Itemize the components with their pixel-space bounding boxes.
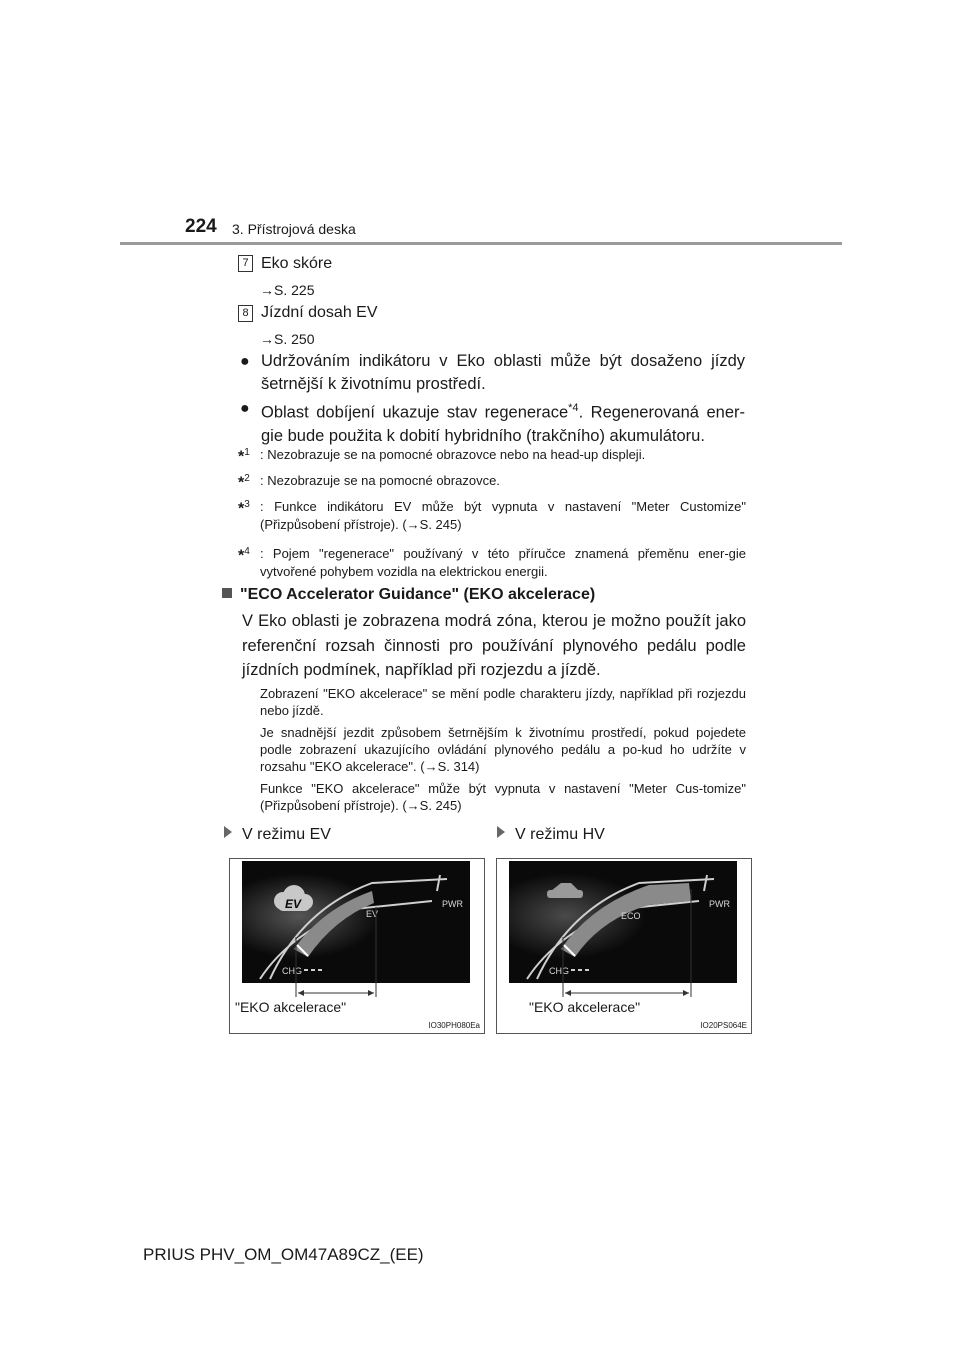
section-note-3: Funkce "EKO akcelerace" může být vypnuta v nastavení "Meter Cus-tomize" (Přizpůsobení přístroje). (→S. 245) <box>260 781 746 813</box>
mode-label-hv: V režimu HV <box>497 826 605 844</box>
section-heading: "ECO Accelerator Guidance" (EKO akcelerace) <box>222 586 595 604</box>
document-footer: PRIUS PHV_OM_OM47A89CZ_(EE) <box>143 1245 424 1264</box>
footnote-2: *$^2$ : Nezobrazuje se na pomocné obrazovce. <box>238 473 500 492</box>
svg-text:PWR: PWR <box>442 899 463 909</box>
bullet-text: Oblast dobíjení ukazuje stav regenerace$^{*4}$. Regenerovaná ener-gie bude použita k dobití hybridního (trakčního) akumulátoru. <box>261 402 745 445</box>
triangle-bullet-icon <box>224 826 232 838</box>
triangle-bullet-icon <box>497 826 505 838</box>
mode-label-ev: V režimu EV <box>224 826 331 844</box>
bullet-dot-icon: ● <box>240 353 250 370</box>
figure-caption: "EKO akcelerace" <box>235 999 347 1015</box>
item-reference-eco-score: →S. 225 <box>260 282 315 298</box>
svg-text:PWR: PWR <box>709 899 730 909</box>
item-reference-ev-range: →S. 250 <box>260 331 315 347</box>
header-divider <box>120 242 842 245</box>
section-note-1: Zobrazení "EKO akcelerace" se mění podle charakteru jízdy, například při rozjezdu nebo jízdě. <box>260 686 746 718</box>
footnote-ref: *4 <box>568 402 579 414</box>
section-title: 3. Přístrojová deska <box>232 221 356 237</box>
footnote-1: *$^1$ : Nezobrazuje se na pomocné obrazovce nebo na head-up displeji. <box>238 447 646 466</box>
bullet-text: Udržováním indikátoru v Eko oblasti může být dosaženo jízdy šetrnější k životnímu prostředí. <box>261 352 745 393</box>
page-number: 224 <box>185 216 217 237</box>
svg-text:EV: EV <box>284 897 302 911</box>
svg-text:CHG: CHG <box>282 966 302 976</box>
footnote-3: *$^3$ : Funkce indikátoru EV může být vypnuta v nastavení "Meter Customize" (Přizpůsobení přístroje). (→S. 245) <box>238 499 746 532</box>
figure-hv-mode <box>496 858 752 1034</box>
figure-code: IO20PS064E <box>700 1021 747 1030</box>
bullet-eco-area <box>240 350 745 396</box>
section-note-2: Je snadnější jezdit způsobem šetrnějším k životnímu prostředí, pokud pojedete podle zobrazení ukazujícího ovládání plynového pedálu a po-kud ho udržíte v rozsahu "EKO akcelerace". (→S. 314) <box>260 725 746 774</box>
item-marker-7: 7 <box>238 255 253 272</box>
svg-text:CHG: CHG <box>549 966 569 976</box>
section-paragraph: V Eko oblasti je zobrazena modrá zóna, kterou je možno použít jako referenční rozsah činnosti pro používání plynového pedálu podle jízdních podmínek, například při rozjezdu a jízdě. <box>242 612 746 679</box>
item-marker-8: 8 <box>238 305 253 322</box>
square-bullet-icon <box>222 588 232 598</box>
svg-text:EV: EV <box>366 909 379 919</box>
bullet-dot-icon: ● <box>240 400 250 417</box>
footnote-4: *$^4$ : Pojem "regenerace" používaný v této příručce znamená přeměnu ener-gie vytvořené pohybem vozidla na elektrickou energii. <box>238 546 746 579</box>
bullet-charge-area <box>240 397 745 448</box>
figure-caption: "EKO akcelerace" <box>529 999 641 1015</box>
figure-code: IO30PH080Ea <box>428 1021 480 1030</box>
figure-ev-mode <box>229 858 485 1034</box>
svg-text:ECO: ECO <box>621 911 641 921</box>
item-title-eco-score: Eko skóre <box>261 255 333 272</box>
item-title-ev-range: Jízdní dosah EV <box>261 304 378 321</box>
